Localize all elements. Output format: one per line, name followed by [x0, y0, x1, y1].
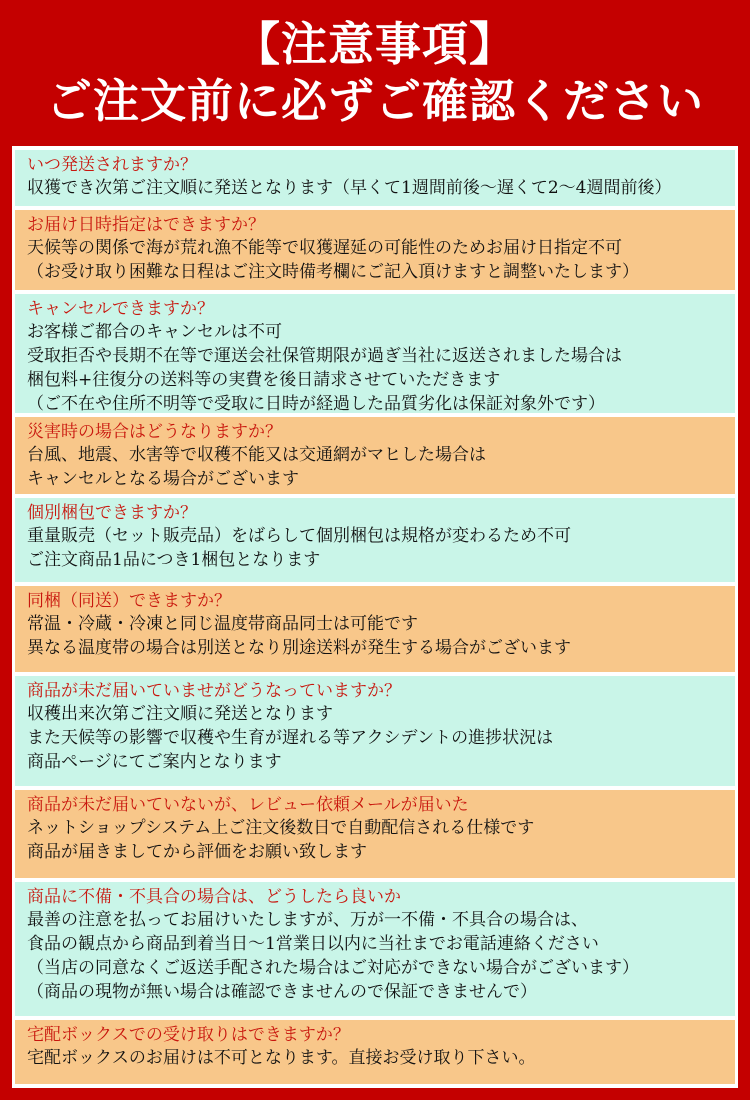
faq-question: 災害時の場合はどうなりますか？: [27, 422, 282, 443]
faq-not-arrived: [15, 676, 735, 786]
faq-shipping-timing: [15, 150, 735, 206]
faq-defective-product: [15, 882, 735, 1017]
faq-question: お届け日時指定はできますか？: [27, 214, 265, 235]
faq-answer-line: 食品の観点から商品到着当日〜1営業日以内に当社までお電話連絡ください: [27, 933, 599, 954]
faq-question: キャンセルできますか？: [27, 298, 214, 319]
faq-bundled-shipping: [15, 586, 735, 673]
faq-answer-line: 重量販売（セット販売品）をばらして個別梱包は規格が変わるため不可: [27, 525, 571, 546]
faq-answer-line: 梱包料+往復分の送料等の実費を後日請求させていただきます: [27, 369, 501, 390]
faq-question: いつ発送されますか？: [27, 155, 197, 175]
notice-title: 【注意事項】: [234, 17, 516, 71]
faq-question: 宅配ボックスでの受け取りはできますか？: [27, 1025, 350, 1046]
faq-individual-packing: [15, 498, 735, 582]
faq-answer-line: （当店の同意なくご返送手配された場合はご対応ができない場合がございます）: [27, 957, 639, 978]
faq-disaster: [15, 417, 735, 494]
faq-answer-line: 宅配ボックスのお届けは不可となります。直接お受け取り下さい。: [27, 1048, 536, 1069]
faq-cancellation: [15, 294, 735, 414]
faq-answer-line: 商品ページにてご案内となります: [27, 752, 282, 773]
faq-answer-line: 商品が届きましてから評価をお願い致します: [27, 841, 367, 862]
faq-question: 商品が未だ届いていないが、レビュー依頼メールが届いた: [27, 794, 469, 815]
faq-answer-line: お客様ご都合のキャンセルは不可: [27, 321, 282, 342]
faq-answer-line: 天候等の関係で海が荒れ漁不能等で収獲遅延の可能性のためお届け日指定不可: [27, 237, 622, 258]
faq-answer-line: （商品の現物が無い場合は確認できませんので保証できませんで）: [27, 981, 537, 1002]
faq-panel: [12, 146, 738, 1088]
faq-answer-line: ネットショップシステム上ご注文後数日で自動配信される仕様です: [27, 817, 535, 838]
faq-answer-line: ご注文商品1品につき1梱包となります: [27, 549, 321, 570]
faq-question: 商品に不備・不具合の場合は、どうしたら良いか: [27, 886, 401, 907]
faq-answer-line: 収穫出来次第ご注文順に発送となります: [27, 704, 333, 725]
faq-answer-line: （お受け取り困難な日程はご注文時備考欄にご記入頂けますと調整いたします）: [27, 261, 639, 282]
faq-delivery-date: [15, 210, 735, 290]
faq-delivery-box: [15, 1020, 735, 1084]
faq-question: 商品が未だ届いていませがどうなっていますか？: [27, 681, 401, 702]
notice-subtitle: ご注文前に必ずご確認ください: [46, 74, 704, 128]
faq-question: 同梱（同送）できますか？: [27, 590, 231, 611]
faq-answer-line: 台風、地震、水害等で収穫不能又は交通網がマヒした場合は: [27, 445, 486, 466]
faq-answer-line: 収獲でき次第ご注文順に発送となります（早くて1週間前後〜遅くて2〜4週間前後）: [27, 178, 672, 198]
faq-answer-line: 常温・冷蔵・冷凍と同じ温度帯商品同士は可能です: [27, 613, 418, 634]
notice-header: [0, 0, 750, 146]
faq-answer-line: 最善の注意を払ってお届けいたしますが、万が一不備・不具合の場合は、: [27, 909, 588, 930]
faq-review-email: [15, 790, 735, 878]
faq-answer-line: また天候等の影響で収穫や生育が遅れる等アクシデントの進捗状況は: [27, 728, 554, 749]
faq-answer-line: 異なる温度帯の場合は別送となり別途送料が発生する場合がございます: [27, 637, 571, 658]
faq-question: 個別梱包できますか？: [27, 502, 197, 523]
faq-answer-line: キャンセルとなる場合がございます: [27, 469, 299, 490]
faq-answer-line: 受取拒否や長期不在等で運送会社保管期限が過ぎ当社に返送されました場合は: [27, 345, 622, 366]
faq-answer-line: （ご不在や住所不明等で受取に日時が経過した品質劣化は保証対象外です）: [27, 393, 605, 414]
